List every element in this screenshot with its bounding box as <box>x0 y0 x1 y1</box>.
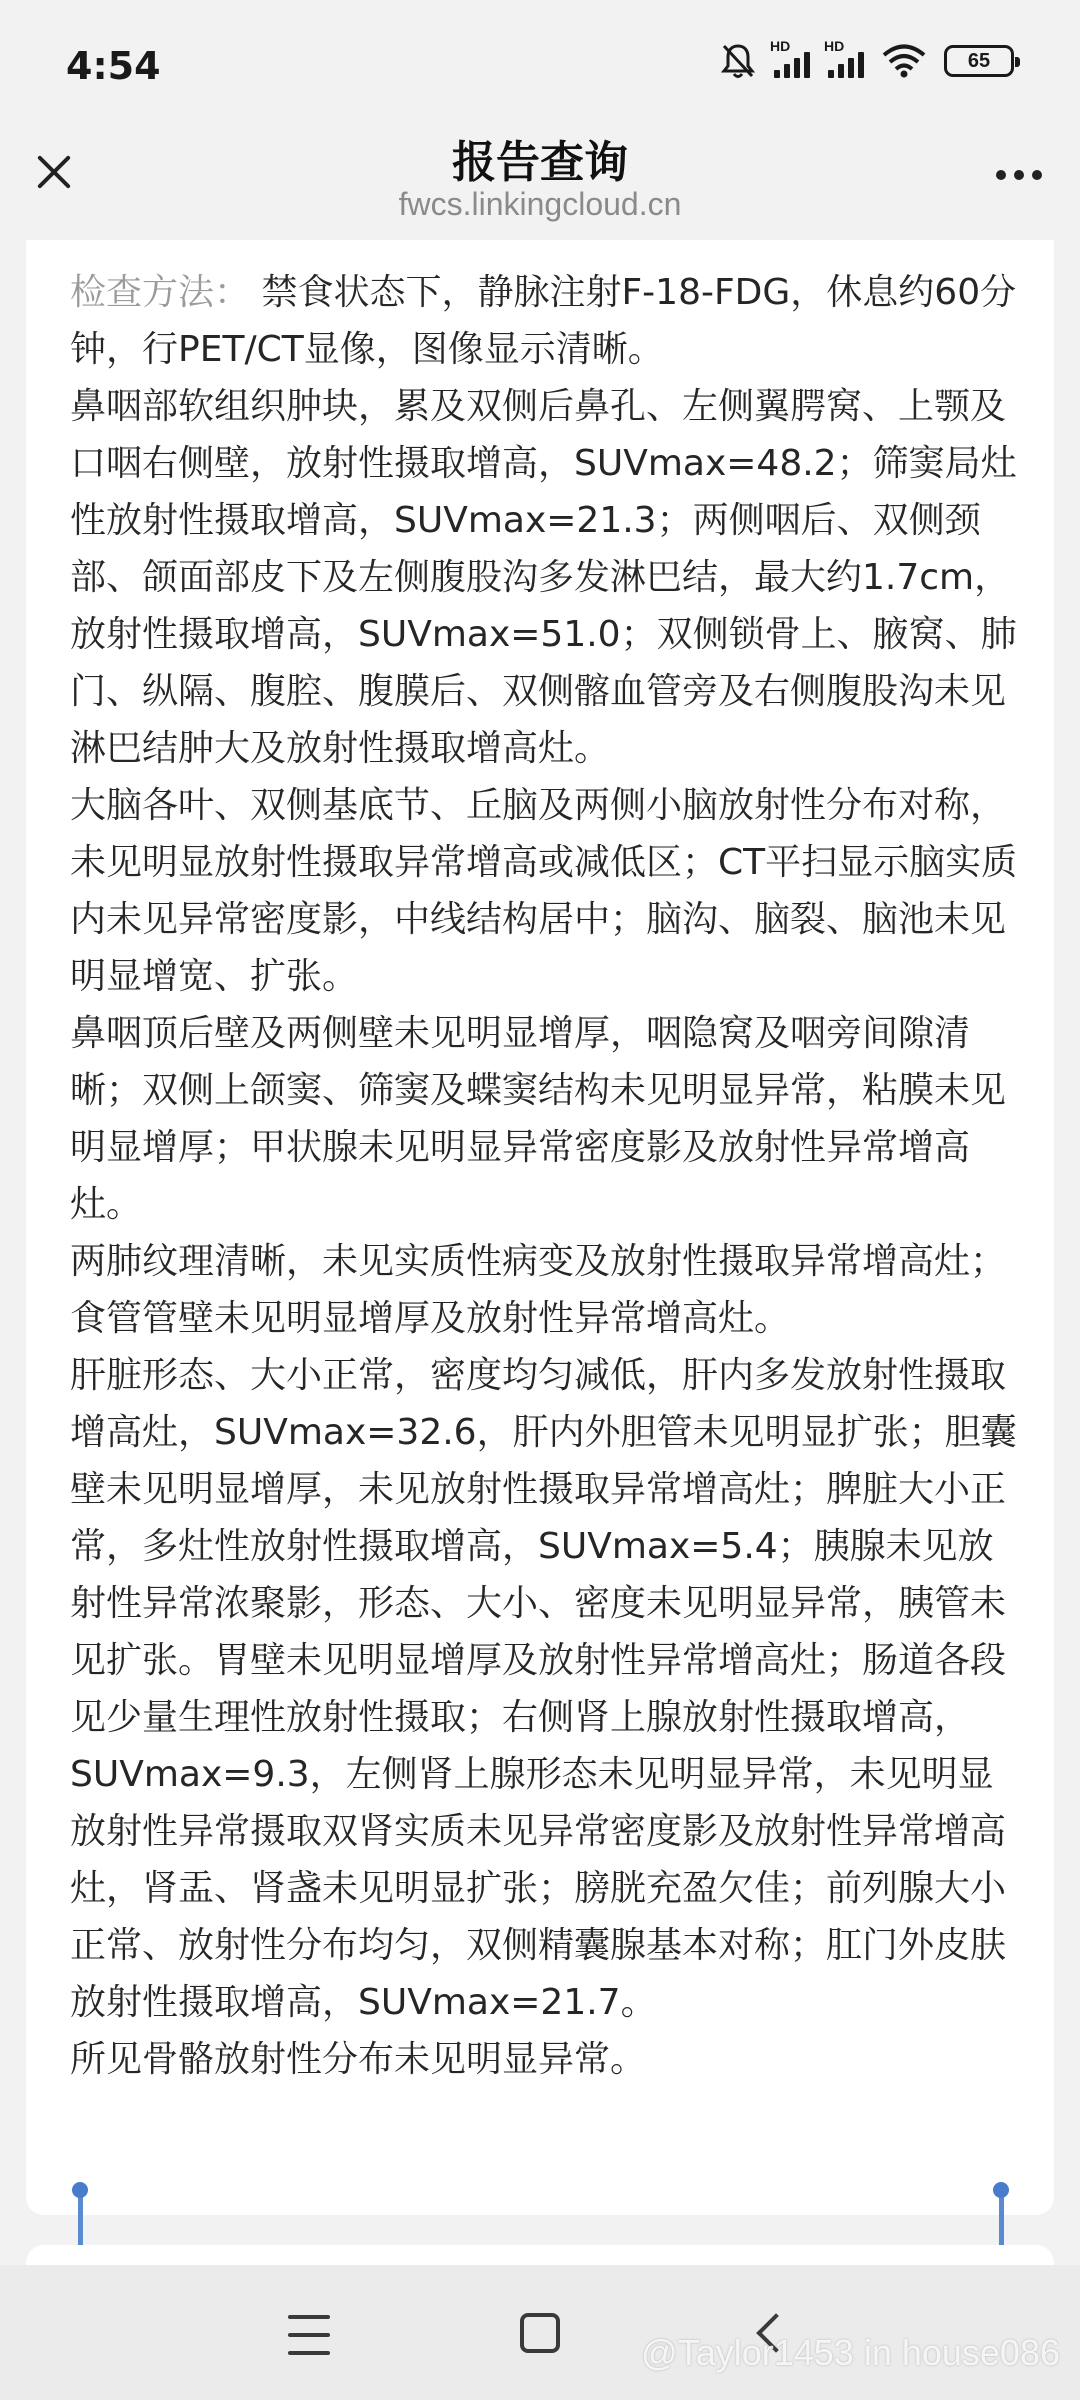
signal-icon <box>770 38 810 78</box>
signal-hd-label: HD <box>770 38 791 54</box>
status-time: 4:54 <box>66 44 161 88</box>
signal-icon <box>824 38 864 78</box>
battery-icon <box>944 45 1014 77</box>
exam-method <box>70 264 1020 378</box>
report-text <box>70 264 1020 2088</box>
title-bar <box>0 120 1080 240</box>
report-paragraph: 鼻咽部软组织肿块，累及双侧后鼻孔、左侧翼腭窝、上颚及口咽右侧壁，放射性摄取增高，SUVmax=48.2；筛窦局灶性放射性摄取增高，SUVmax=21.3；两侧咽后、双侧颈部、颌面部皮下及左侧腹股沟多发淋巴结，最大约1.7cm，放射性摄取增高，SUVmax=51.0；双侧锁骨上、腋窝、肺门、纵隔、腹腔、腹膜后、双侧髂血管旁及右侧腹股沟未见淋巴结肿大及放射性摄取增高灶。 <box>70 386 1017 769</box>
bell-muted-icon <box>720 42 756 80</box>
report-card <box>26 240 1054 2215</box>
signal-hd-label: HD <box>824 38 845 54</box>
report-paragraph: 两肺纹理清晰，未见实质性病变及放射性摄取异常增高灶；食管管壁未见明显增厚及放射性异常增高灶。 <box>70 1241 1007 1339</box>
report-paragraph: 所见骨骼放射性分布未见明显异常。 <box>70 2039 647 2080</box>
more-icon[interactable] <box>984 150 1054 200</box>
home-icon[interactable] <box>520 2313 560 2353</box>
exam-method-text: 禁食状态下，静脉注射F-18-FDG，休息约60分钟，行PET/CT显像，图像显示清晰。 <box>70 272 1017 370</box>
exam-method-label: 检查方法： <box>70 272 251 313</box>
report-paragraph: 大脑各叶、双侧基底节、丘脑及两侧小脑放射性分布对称，未见明显放射性摄取异常增高或减低区；CT平扫显示脑实质内未见异常密度影，中线结构居中；脑沟、脑裂、脑池未见明显增宽、扩张。 <box>70 785 1018 997</box>
report-paragraph: 肝脏形态、大小正常，密度均匀减低，肝内多发放射性摄取增高灶，SUVmax=32.6，肝内外胆管未见明显扩张；胆囊壁未见明显增厚，未见放射性摄取异常增高灶；脾脏大小正常，多灶性放射性摄取增高，SUVmax=5.4；胰腺未见放射性异常浓聚影，形态、大小、密度未见明显异常，胰管未见扩张。胃壁未见明显增厚及放射性异常增高灶；肠道各段见少量生理性放射性摄取；右侧肾上腺放射性摄取增高，SUVmax=9.3，左侧肾上腺形态未见明显异常，未见明显放射性异常摄取双肾实质未见异常密度影及放射性异常增高灶，肾盂、肾盏未见明显扩张；膀胱充盈欠佳；前列腺大小正常、放射性分布均匀，双侧精囊腺基本对称；肛门外皮肤放射性摄取增高，SUVmax=21.7。 <box>70 1355 1017 2023</box>
status-bar <box>0 0 1080 130</box>
menu-icon[interactable] <box>288 2315 330 2355</box>
page-domain: fwcs.linkingcloud.cn <box>398 186 682 222</box>
page-title: 报告查询 <box>452 137 628 188</box>
report-paragraph: 鼻咽顶后壁及两侧壁未见明显增厚，咽隐窝及咽旁间隙清晰；双侧上颌窦、筛窦及蝶窦结构未见明显异常，粘膜未见明显增厚；甲状腺未见明显异常密度影及放射性异常增高灶。 <box>70 1013 1007 1225</box>
wifi-icon <box>882 44 926 78</box>
watermark: @Taylor1453 in house086 <box>641 2332 1060 2373</box>
battery-level: 65 <box>967 49 991 72</box>
status-icons <box>720 38 1014 80</box>
